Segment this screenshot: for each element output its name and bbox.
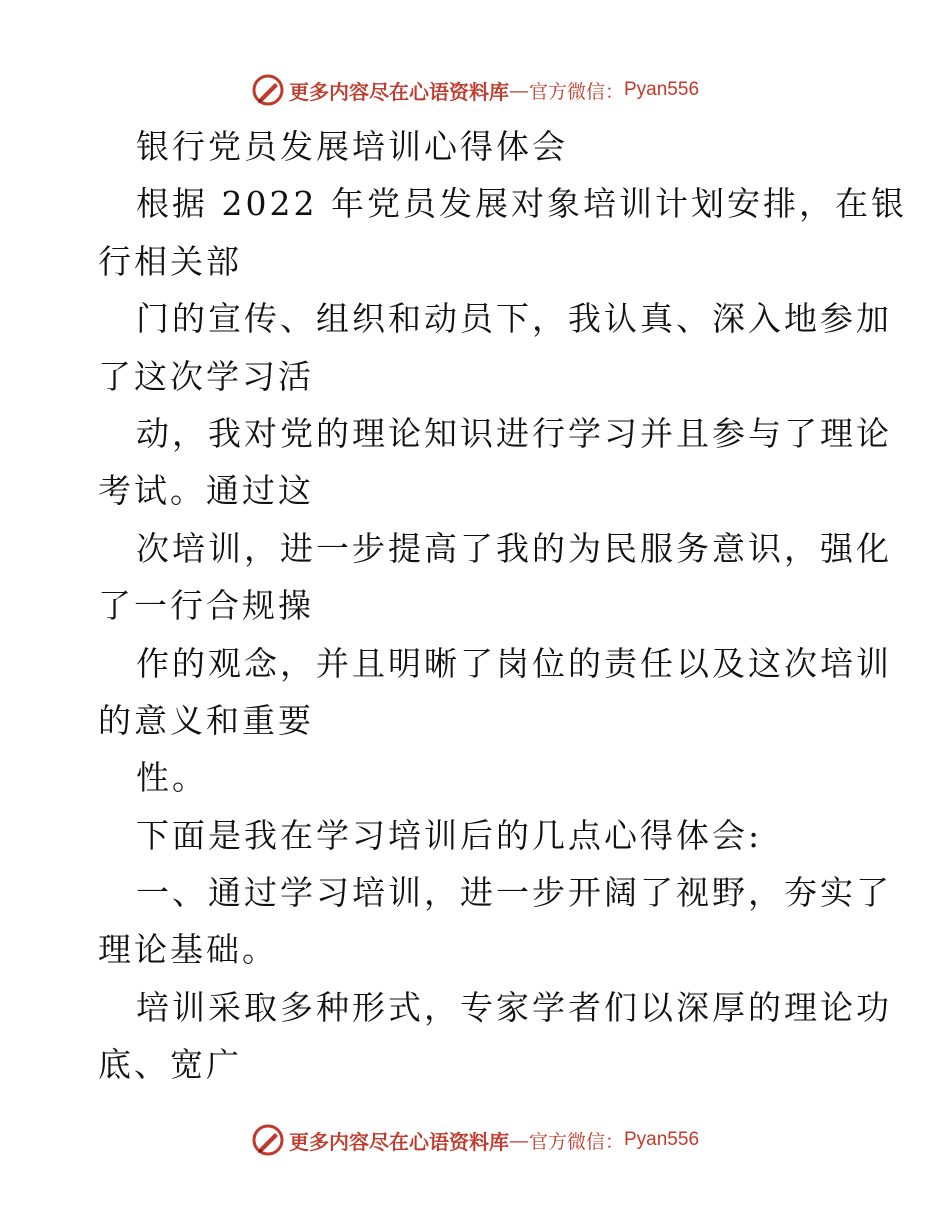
text-line: 门的宣传、组织和动员下，我认真、深入地参加 <box>136 299 892 339</box>
text-line: 根据 2022 年党员发展对象培训计划安排，在银 <box>136 184 907 224</box>
banner-dash: — <box>508 1128 529 1152</box>
text-line: 行相关部 <box>98 241 242 281</box>
text-line: 考试。通过这 <box>98 471 314 511</box>
text-line: 下面是我在学习培训后的几点心得体会: <box>136 815 763 855</box>
text-line: 的意义和重要 <box>98 700 314 740</box>
banner-wechat-id: Pyan556 <box>624 79 700 100</box>
text-line: 培训采取多种形式，专家学者们以深厚的理论功 <box>136 987 892 1027</box>
footer-banner <box>0 1120 950 1160</box>
banner-wechat-label: 官方微信： <box>528 1130 624 1153</box>
banner-title: 更多内容尽在心语资料库 <box>288 1129 509 1154</box>
text-line: 了这次学习活 <box>98 356 314 396</box>
text-line: 动，我对党的理论知识进行学习并且参与了理论 <box>136 413 892 453</box>
text-line: 底、宽广 <box>98 1045 242 1085</box>
document-title: 银行党员发展培训心得体会 <box>136 127 568 166</box>
text-line: 次培训，进一步提高了我的为民服务意识，强化 <box>136 528 892 568</box>
text-line: 理论基础。 <box>98 930 278 970</box>
text-line: 了一行合规操 <box>98 586 314 626</box>
header-banner <box>0 70 950 110</box>
text-line: 一、通过学习培训，进一步开阔了视野，夯实了 <box>136 873 892 913</box>
text-line: 作的观念，并且明晰了岗位的责任以及这次培训 <box>136 643 892 683</box>
banner-title: 更多内容尽在心语资料库 <box>288 79 509 104</box>
document-body <box>98 118 907 1094</box>
pen-logo-icon <box>251 73 285 107</box>
text-line: 性。 <box>136 758 208 798</box>
banner-dash: — <box>508 78 529 102</box>
banner-wechat-label: 官方微信： <box>528 80 624 103</box>
pen-logo-icon <box>251 1123 285 1157</box>
banner-wechat-id: Pyan556 <box>624 1129 700 1150</box>
